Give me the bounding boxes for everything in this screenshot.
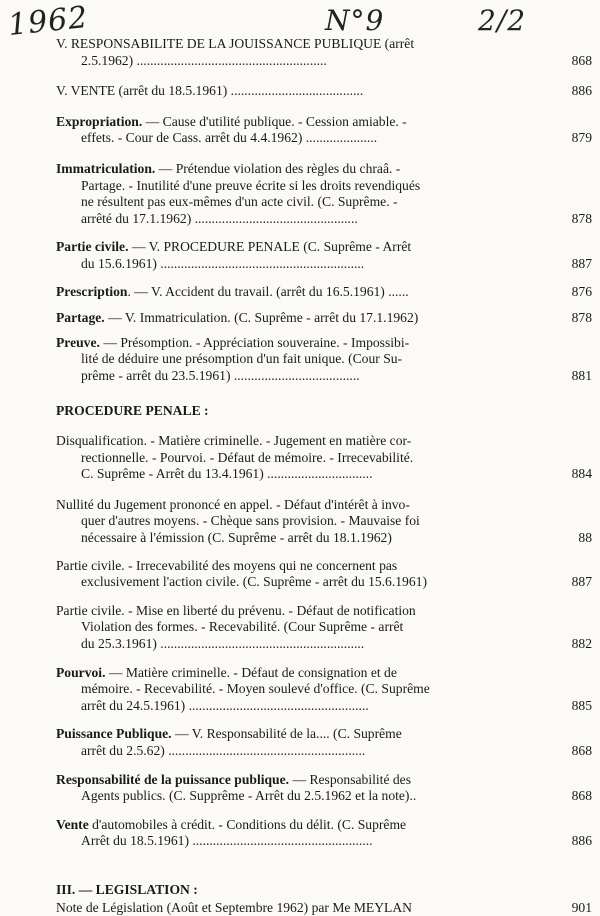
entry-text: arrêt du 2.5.62) .......................................................... <box>81 743 366 758</box>
entry-line <box>56 900 546 916</box>
entry-line <box>56 310 546 327</box>
entry-text: du 15.6.1961) ............................................................ <box>81 255 365 271</box>
entry-text: prême - arrêt du 23.5.1961) ..................................... <box>81 367 360 383</box>
table-of-contents <box>56 36 592 916</box>
entry-line <box>56 574 546 591</box>
entry-line <box>56 817 546 834</box>
entry-line <box>56 351 546 368</box>
entry-text: lité de déduire une présomption d'un fait unique. (Cour Su- <box>81 351 403 367</box>
toc-entry <box>56 558 592 591</box>
entry-line <box>56 513 546 530</box>
entry-keyword: Preuve. <box>56 334 100 350</box>
toc-entry <box>56 36 592 69</box>
page-number: 882 <box>571 636 592 652</box>
entry-keyword: Partage. <box>56 310 105 326</box>
entry-keyword: Puissance Publique. <box>56 726 172 742</box>
page-number: 884 <box>571 466 592 482</box>
entry-text: 2.5.1962) ........................................................ <box>81 52 327 68</box>
entry-text: — Matière criminelle. - Défaut de consignation et de <box>105 664 397 680</box>
toc-entry <box>56 335 592 385</box>
entry-text: . — V. Accident du travail. (arrêt du 16.5.1961) ...... <box>127 283 409 299</box>
entry-line <box>56 743 546 760</box>
entry-text: rectionnelle. - Pourvoi. - Défaut de mémoire. - Irrecevabilité. <box>81 449 414 465</box>
entry-line <box>56 665 546 682</box>
entry-text: Nullité du Jugement prononcé en appel. - Défaut d'intérêt à invo- <box>56 496 410 512</box>
page-number: 879 <box>571 130 592 146</box>
toc-entry <box>56 603 592 653</box>
page-number: 878 <box>571 310 592 326</box>
page-number: 878 <box>571 210 592 226</box>
entry-keyword: Partie civile. <box>56 239 129 255</box>
entry-text: Partie civile. - Mise en liberté du prévenu. - Défaut de notification <box>56 602 416 618</box>
entry-line <box>56 833 546 850</box>
section-heading: PROCEDURE PENALE : <box>56 402 209 418</box>
toc-entry <box>56 497 592 547</box>
entry-keyword: Vente <box>56 816 89 832</box>
entry-line <box>56 53 546 70</box>
entry-line <box>56 239 546 256</box>
toc-entry <box>56 239 592 272</box>
entry-keyword: Pourvoi. <box>56 664 106 680</box>
entry-text: — V. Immatriculation. (C. Suprême - arrêt du 17.1.1962) <box>104 310 419 326</box>
entry-text: du 25.3.1961) ............................................................ <box>81 636 365 652</box>
entry-text: — V. Responsabilité de la.... (C. Suprême <box>171 726 402 742</box>
entry-line <box>56 772 546 789</box>
toc-entry <box>56 114 592 147</box>
entry-line <box>56 161 546 178</box>
entry-text: — V. PROCEDURE PENALE (C. Suprême - Arrêt <box>128 239 412 255</box>
handwritten-year: 1962 <box>6 0 90 44</box>
page-number: 885 <box>571 697 592 713</box>
page-number: 887 <box>571 255 592 271</box>
entry-text: effets. - Cour de Cass. arrêt du 4.4.1962) ..................... <box>81 130 378 146</box>
entry-text: C. Suprême - Arrêt du 13.4.1961) ............................... <box>81 466 373 482</box>
entry-line <box>56 335 546 352</box>
entry-line <box>56 130 546 147</box>
entry-line <box>56 450 546 467</box>
page-number: 886 <box>571 83 592 99</box>
entry-line <box>56 83 546 100</box>
page-number: 868 <box>571 52 592 68</box>
entry-text: d'automobiles à crédit. - Conditions du délit. (C. Suprême <box>88 816 407 832</box>
entry-line <box>56 788 546 805</box>
entry-text: exclusivement l'action civile. (C. Suprême - arrêt du 15.6.1961) <box>81 574 427 590</box>
toc-entry <box>56 772 592 805</box>
page-number: 876 <box>571 283 592 299</box>
entry-text: Agents publics. (C. Supprême - Arrêt du 2.5.1962 et la note).. <box>81 788 417 804</box>
entry-line <box>56 466 546 483</box>
entry-text: arrêté du 17.1.1962) ................................................ <box>81 210 358 226</box>
entry-line <box>56 256 546 273</box>
toc-entry <box>56 817 592 850</box>
entry-line <box>56 433 546 450</box>
entry-text: Partie civile. - Irrecevabilité des moyens qui ne concernent pas <box>56 557 398 573</box>
entry-line <box>56 530 546 547</box>
entry-keyword: Expropriation. <box>56 113 143 129</box>
toc-entry <box>56 726 592 759</box>
entry-line <box>56 178 546 195</box>
entry-text: — Cause d'utilité publique. - Cession amiable. - <box>142 113 407 129</box>
toc-entry <box>56 900 592 916</box>
entry-line <box>56 36 546 53</box>
entry-text: — Prétendue violation des règles du chraâ. - <box>155 160 401 176</box>
page-number: 868 <box>571 788 592 804</box>
entry-text: — Responsabilité des <box>289 771 411 787</box>
entry-line <box>56 114 546 131</box>
entry-line <box>56 368 546 385</box>
entry-keyword: Immatriculation. <box>56 160 156 176</box>
entry-text: Disqualification. - Matière criminelle. - Jugement en matière cor- <box>56 433 412 449</box>
toc-entry <box>56 310 592 327</box>
entry-line <box>56 636 546 653</box>
page-number: 881 <box>571 367 592 383</box>
entry-keyword: Responsabilité de la puissance publique. <box>56 771 290 787</box>
entry-line <box>56 698 546 715</box>
page-number: 886 <box>571 833 592 849</box>
page-number: 901 <box>571 899 592 915</box>
toc-entry <box>56 433 592 483</box>
toc-entry <box>56 161 592 227</box>
entry-line <box>56 619 546 636</box>
entry-text: arrêt du 24.5.1961) ..................................................... <box>81 697 369 713</box>
page-number: 887 <box>571 574 592 590</box>
entry-line <box>56 558 546 575</box>
entry-text: Violation des formes. - Recevabilité. (Cour Suprême - arrêt <box>81 619 404 635</box>
entry-line <box>56 681 546 698</box>
entry-text: quer d'autres moyens. - Chèque sans provision. - Mauvaise foi <box>81 513 420 529</box>
entry-text: Note de Législation (Août et Septembre 1962) par Me MEYLAN <box>56 899 412 915</box>
entry-line <box>56 194 546 211</box>
entry-text: V. RESPONSABILITE DE LA JOUISSANCE PUBLIQUE (arrêt <box>56 36 415 51</box>
section-heading: III. — LEGISLATION : <box>56 881 198 897</box>
entry-line <box>56 497 546 514</box>
toc-entry <box>56 665 592 715</box>
entry-text: ne résultent pas eux-mêmes d'un acte civil. (C. Suprême. - <box>81 194 398 210</box>
entry-text: nécessaire à l'émission (C. Suprême - arrêt du 18.1.1962) <box>81 530 392 546</box>
entry-text: V. VENTE (arrêt du 18.5.1961) ....................................... <box>56 83 364 99</box>
entry-text: Partage. - Inutilité d'une preuve écrite si les droits revendiqués <box>81 177 421 193</box>
entry-text: Arrêt du 18.5.1961) ..................................................... <box>81 833 373 849</box>
entry-line <box>56 284 546 301</box>
page-number: 868 <box>571 743 592 758</box>
toc-entry <box>56 83 592 100</box>
handwritten-part: 2/2 <box>478 4 527 37</box>
page-number: 88 <box>578 530 592 546</box>
entry-line <box>56 603 546 620</box>
entry-line <box>56 726 546 743</box>
entry-text: — Présomption. - Appréciation souveraine. - Impossibi- <box>99 334 410 350</box>
handwritten-issue-number: N°9 <box>325 4 385 37</box>
entry-keyword: Prescription <box>56 283 128 299</box>
entry-text: mémoire. - Recevabilité. - Moyen soulevé d'office. (C. Suprême <box>81 681 430 697</box>
toc-entry <box>56 284 592 301</box>
entry-line <box>56 211 546 228</box>
